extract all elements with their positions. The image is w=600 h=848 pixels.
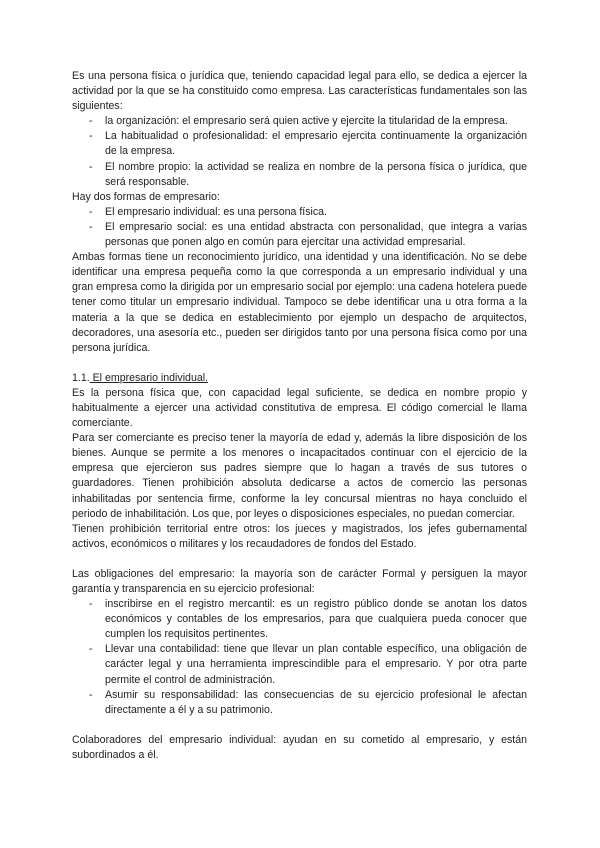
section-paragraph: Para ser comerciante es preciso tener la mayoría de edad y, además la libre disposición de los bienes. Aunque se permite a los menores o incapacitados continuar con el ejercicio de la empresa que ejercieron sus padres siempre que lo hagan a través de sus tutores o guardadores. Tienen prohibición absoluta dedicarse a actos de comercio las personas inhabilitadas por sentencia firme, conforme la ley concursal mientras no haya concluido el periodo de inhabilitación. Los que, por leyes o disposiciones especiales, no puedan comerciar. — [72, 432, 527, 520]
list-item: - inscribirse en el registro mercantil: es un registro público donde se anotan los datos económicos y contables de los empresarios, para que cualquiera pueda conocer que cumplen los requisitos pertinentes. — [72, 597, 527, 642]
list-item: - Asumir su responsabilidad: las consecuencias de su ejercicio profesional le afectan directamente a él y a su patrimonio. — [72, 688, 527, 718]
characteristics-list — [72, 114, 527, 189]
document-body — [72, 69, 527, 763]
spacer — [72, 552, 527, 567]
intro-paragraph: Es una persona física o jurídica que, teniendo capacidad legal para ello, se dedica a ejercer la actividad por la que se ha constituido como empresa. Las características fundamentales son las siguientes: — [72, 70, 527, 113]
types-intro: Hay dos formas de empresario: — [72, 190, 220, 203]
spacer — [72, 356, 527, 371]
section-paragraph: Tienen prohibición territorial entre otros: los jueces y magistrados, los jefes gubernamental activos, económicos o militares y los recaudadores de fondos del Estado. — [72, 522, 527, 550]
list-item: - El nombre propio: la actividad se realiza en nombre de la persona física o jurídica, que será responsable. — [72, 160, 527, 190]
types-list — [72, 205, 527, 250]
section-number: 1.1. — [72, 371, 90, 384]
list-item: - la organización: el empresario será quien active y ejercite la titularidad de la empresa. — [72, 114, 527, 129]
list-item: - La habitualidad o profesionalidad: el empresario ejercita continuamente la organización de la empresa. — [72, 129, 527, 159]
collaborators-paragraph: Colaboradores del empresario individual: ayudan en su cometido al empresario, y están subordinados a él. — [72, 733, 527, 761]
list-item: - Llevar una contabilidad: tiene que llevar un plan contable específico, una obligación de carácter legal y una herramienta imprescindible para el empresario. Y por otra parte permite el control de administración. — [72, 642, 527, 687]
section-paragraph: Es la persona física que, con capacidad legal suficiente, se dedica en nombre propio y habitualmente a ejercer una actividad constitutiva de empresa. El código comercial le llama comerciante. — [72, 386, 527, 430]
section-title: El empresario individual. — [89, 371, 209, 384]
list-item: - El empresario social: es una entidad abstracta con personalidad, que integra a varias personas que ponen algo en común para ejercitar una actividad empresarial. — [72, 220, 527, 250]
obligations-list — [72, 597, 527, 718]
list-item: - El empresario individual: es una persona física. — [72, 205, 527, 220]
section-heading — [72, 371, 527, 386]
intro-closing-paragraph: Ambas formas tiene un reconocimiento jurídico, una identidad y una identificación. No se debe identificar una empresa pequeña como la que corresponda a un empresario individual y una gran empresa como la dirigida por un empresario social por ejemplo: una cadena hotelera puede tener como titular un empresario individual. Tampoco se debe identificar una u otra forma a la materia a la que se dedica en establecimiento por ejemplo un despacho de arquitectos, decoradores, una asesoría etc., pueden ser dirigidos tanto por una persona física como por una persona jurídica. — [72, 251, 527, 354]
obligations-intro: Las obligaciones del empresario: la mayoría son de carácter Formal y persiguen la mayor garantía y transparencia en su ejercicio profesional: — [72, 567, 527, 595]
spacer — [72, 718, 527, 733]
